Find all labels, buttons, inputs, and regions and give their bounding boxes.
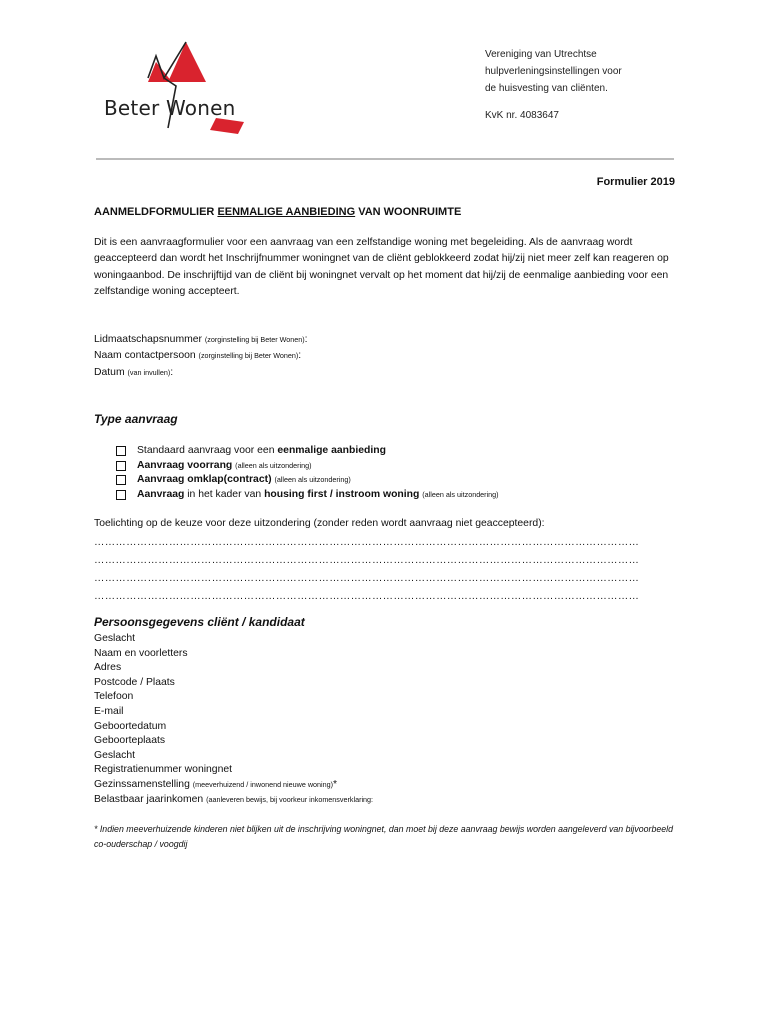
header-divider [96, 158, 674, 160]
field-gender-2[interactable]: Geslacht [94, 749, 136, 761]
request-type-options [116, 444, 499, 502]
household-label: Gezinssamenstelling [94, 778, 193, 790]
member-number-note: (zorginstelling bij Beter Wonen) [204, 335, 305, 344]
dotted-line: ……………………………………………………………………………………………………………………………………… [94, 555, 639, 566]
title-part-2: EENMALIGE AANBIEDING [217, 206, 356, 218]
checkbox[interactable] [116, 446, 126, 456]
option-contract-switch[interactable] [116, 473, 499, 488]
date-label: Datum [94, 366, 128, 378]
household-suffix: * [333, 778, 338, 790]
contact-person-suffix: : [298, 350, 302, 362]
option-text [137, 444, 386, 459]
option-bold: Aanvraag voorrang [137, 459, 233, 471]
option-bold: Aanvraag omklap(contract) [137, 474, 272, 486]
intro-paragraph: Dit is een aanvraagformulier voor een aanvraag van een zelfstandige woning met begeleiding. Als de aanvraag wordt geaccepteerd dan wordt het Inschrijfnummer woningnet van de cliënt geblokkeerd zodat hij/zij niet meer zelf kan reageren op woningaanbod. De inschrijftijd van de cliënt bij woningnet vervalt op het moment dat hij/zij de eenmalige aanbieding voor een zelfstandige woning accepteert. [94, 237, 669, 297]
field-phone[interactable]: Telefoon [94, 691, 134, 703]
member-number-label: Lidmaatschapsnummer [94, 334, 205, 345]
person-section-heading: Persoonsgegevens cliënt / kandidaat [94, 615, 305, 629]
option-note: (alleen als uitzondering) [235, 460, 312, 470]
member-number-suffix: : [304, 334, 308, 345]
title-part-3: VAN WOONRUIMTE [355, 206, 462, 218]
person-fields [94, 632, 373, 807]
dotted-line: ……………………………………………………………………………………………………………………………………… [94, 537, 639, 548]
org-line-3: de huisvesting van cliënten. [485, 83, 608, 94]
logo-mark-icon [98, 38, 248, 138]
option-mid: in het kader van [184, 488, 265, 500]
field-email[interactable]: E-mail [94, 705, 124, 717]
footnote: * Indien meeverhuizende kinderen niet blijken uit de inschrijving woningnet, dan moet bij deze aanvraag bewijs worden aangeleverd van bijvoorbeeld co-ouderschap / voogdij [94, 824, 674, 849]
option-bold: Aanvraag [137, 488, 185, 500]
option-note: (alleen als uitzondering) [422, 489, 499, 499]
field-registration-number[interactable]: Registratienummer woningnet [94, 764, 233, 776]
member-number-field[interactable] [94, 332, 308, 348]
household-note: (meeverhuizend / inwonend nieuwe woning) [192, 779, 334, 789]
option-bold-2: housing first / instroom woning [264, 488, 420, 500]
beter-wonen-logo [98, 38, 248, 138]
option-text [137, 459, 311, 474]
field-birthplace[interactable]: Geboorteplaats [94, 735, 166, 747]
field-postcode[interactable]: Postcode / Plaats [94, 676, 175, 688]
kvk-number: KvK nr. 4083647 [485, 110, 559, 121]
title-part-1: AANMELDFORMULIER [94, 206, 218, 218]
dotted-line: ……………………………………………………………………………………………………………………………………… [94, 573, 639, 584]
explanation-lines[interactable] [94, 534, 639, 606]
checkbox[interactable] [116, 461, 126, 471]
field-birthdate[interactable]: Geboortedatum [94, 720, 167, 732]
option-standard[interactable] [116, 444, 499, 459]
field-gender[interactable]: Geslacht [94, 633, 136, 644]
checkbox[interactable] [116, 475, 126, 485]
income-note: (aanleveren bewijs, bij voorkeur inkomensverklaring: [206, 794, 374, 804]
field-income[interactable] [94, 793, 373, 808]
contact-person-label: Naam contactpersoon [94, 350, 199, 362]
field-address[interactable]: Adres [94, 662, 122, 674]
option-pre: Standaard aanvraag voor een [137, 445, 278, 456]
option-text [137, 473, 351, 488]
field-household[interactable] [94, 778, 373, 793]
org-line-2: hulpverleningsinstellingen voor [485, 66, 622, 77]
contact-person-field[interactable] [94, 348, 308, 364]
org-line-1: Vereniging van Utrechtse [485, 49, 597, 60]
option-text [137, 488, 499, 503]
applicant-fields [94, 332, 308, 381]
option-housing-first[interactable] [116, 488, 499, 503]
option-priority[interactable] [116, 459, 499, 474]
type-section-heading: Type aanvraag [94, 412, 178, 426]
logo-text: Beter Wonen [104, 96, 236, 120]
date-suffix: : [170, 366, 174, 378]
date-field[interactable] [94, 365, 308, 381]
explanation-label: Toelichting op de keuze voor deze uitzondering (zonder reden wordt aanvraag niet geaccepteerd): [94, 518, 545, 529]
date-note: (van invullen) [127, 367, 171, 377]
dotted-line: ……………………………………………………………………………………………………………………………………… [94, 591, 639, 602]
income-label: Belastbaar jaarinkomen [94, 793, 207, 805]
form-year: Formulier 2019 [596, 176, 675, 188]
option-note: (alleen als uitzondering) [274, 475, 351, 485]
form-title [94, 206, 461, 218]
option-bold: eenmalige aanbieding [277, 445, 386, 456]
contact-person-note: (zorginstelling bij Beter Wonen) [198, 351, 299, 361]
field-name[interactable]: Naam en voorletters [94, 647, 188, 659]
organisation-info [485, 46, 622, 124]
checkbox[interactable] [116, 490, 126, 500]
